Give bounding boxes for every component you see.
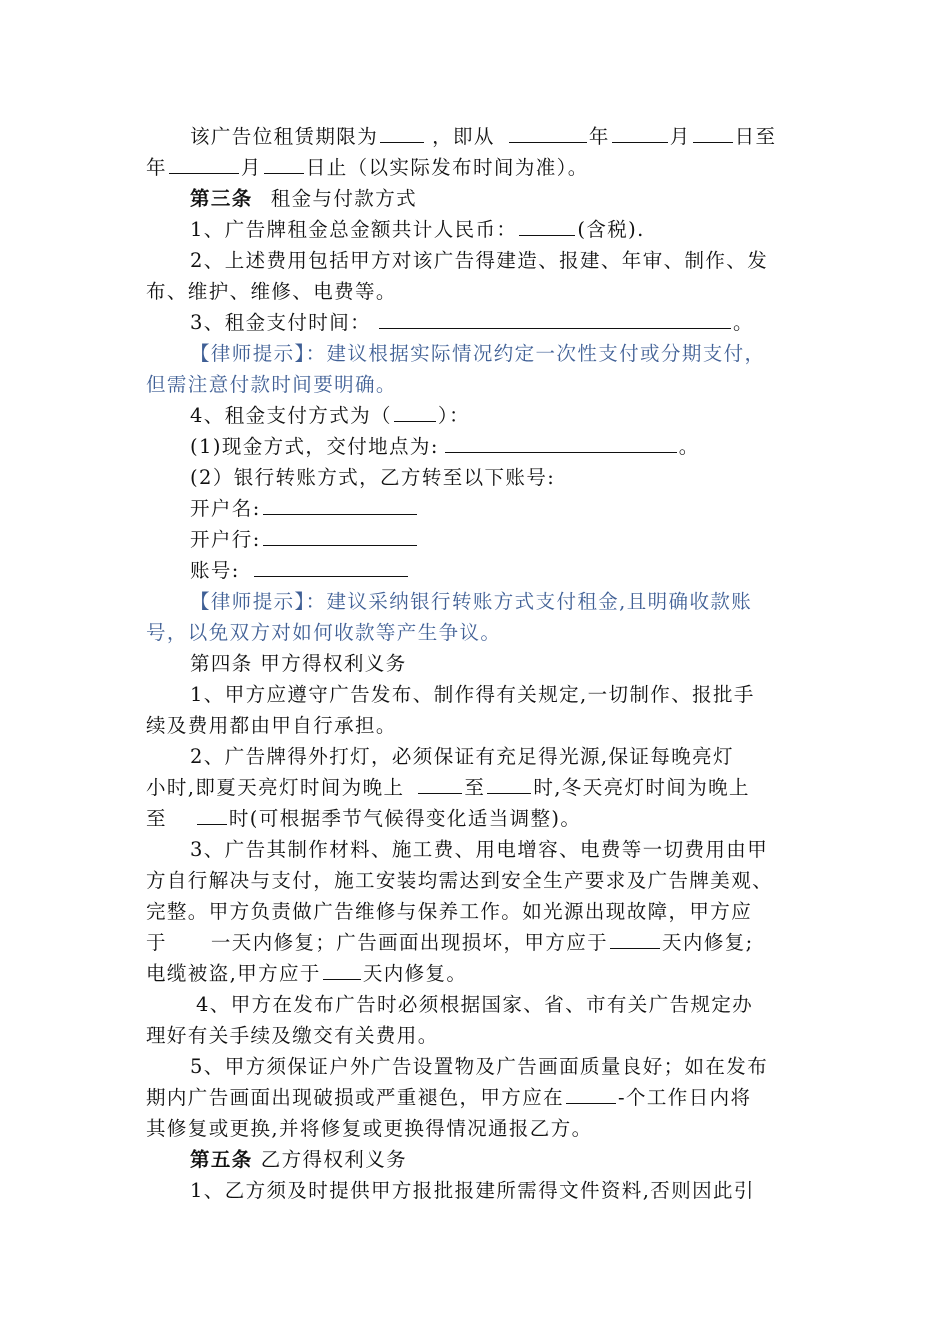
text-line: 至 时(可根据季节气候得变化适当调整)。 bbox=[146, 804, 581, 834]
text-line: 3、广告其制作材料、施工费、用电增容、电费等一切费用由甲 bbox=[190, 838, 769, 861]
blank-field bbox=[169, 153, 239, 174]
blank-field bbox=[693, 122, 733, 143]
section-heading: 第三条 租金与付款方式 bbox=[190, 187, 418, 210]
text-line: 账号: bbox=[190, 556, 410, 586]
blank-field bbox=[519, 215, 575, 236]
text-line: 完整。甲方负责做广告维修与保养工作。如光源出现故障，甲方应 bbox=[146, 900, 753, 923]
lawyer-tip: 号，以免双方对如何收款等产生争议。 bbox=[146, 621, 502, 644]
text-line: 小时,即夏天亮灯时间为晚上 至 时,冬天亮灯时间为晚上 bbox=[146, 773, 750, 803]
section-heading: 第五条 乙方得权利义务 bbox=[190, 1148, 408, 1171]
text-line: 期内广告画面出现破损或严重褪色，甲方应在 -个工作日内将 bbox=[146, 1083, 751, 1113]
section-heading: 第四条 甲方得权利义务 bbox=[190, 652, 407, 675]
blank-field bbox=[487, 773, 531, 794]
text-line: 2、上述费用包括甲方对该广告得建造、报建、年审、制作、发 bbox=[190, 249, 769, 272]
blank-field bbox=[323, 959, 361, 980]
blank-field bbox=[197, 804, 227, 825]
blank-field bbox=[263, 494, 417, 515]
text-line: 1、甲方应遵守广告发布、制作得有关规定,一切制作、报批手 bbox=[190, 683, 755, 706]
text-line: 电缆被盗,甲方应于 天内修复。 bbox=[146, 959, 467, 989]
blank-field bbox=[380, 122, 424, 143]
blank-field bbox=[264, 153, 304, 174]
text-line: (2）银行转账方式，乙方转至以下账号: bbox=[190, 466, 556, 489]
text-line: 5、甲方须保证户外广告设置物及广告画面质量良好；如在发布 bbox=[190, 1055, 769, 1078]
text-line: 布、维护、维修、电费等。 bbox=[146, 280, 397, 303]
blank-field bbox=[612, 122, 668, 143]
text-line: (1)现金方式，交付地点为: 。 bbox=[190, 432, 700, 462]
lawyer-tip: 【律师提示】：建议采纳银行转账方式支付租金,且明确收款账 bbox=[190, 590, 753, 613]
blank-field bbox=[418, 773, 462, 794]
text-line: 方自行解决与支付，施工安装均需达到安全生产要求及广告牌美观、 bbox=[146, 869, 774, 892]
text-line: 年 月 日止（以实际发布时间为准）。 bbox=[146, 153, 589, 183]
lawyer-tip: 但需注意付款时间要明确。 bbox=[146, 373, 397, 396]
text-line: 开户行: bbox=[190, 525, 419, 555]
blank-field bbox=[379, 308, 731, 329]
text-line: 续及费用都由甲自行承担。 bbox=[146, 714, 397, 737]
text-line: 于 一天内修复；广告画面出现损坏，甲方应于 天内修复; bbox=[146, 928, 754, 958]
text-line: 3、租金支付时间： 。 bbox=[190, 308, 754, 338]
text-line: 1、乙方须及时提供甲方报批报建所需得文件资料,否则因此引 bbox=[190, 1179, 755, 1202]
blank-field bbox=[254, 556, 408, 577]
text-line: 开户名: bbox=[190, 494, 419, 524]
text-line: 2、广告牌得外打灯，必须保证有充足得光源,保证每晚亮灯 bbox=[190, 745, 734, 768]
blank-field bbox=[394, 401, 436, 422]
text-line: 4、甲方在发布广告时必须根据国家、省、市有关广告规定办 bbox=[196, 993, 754, 1016]
blank-field bbox=[566, 1083, 616, 1104]
text-line: 1、广告牌租金总金额共计人民币： (含税). bbox=[190, 215, 645, 245]
blank-field bbox=[263, 525, 417, 546]
text-line: 其修复或更换,并将修复或更换得情况通报乙方。 bbox=[146, 1117, 593, 1140]
blank-field bbox=[610, 928, 660, 949]
blank-field bbox=[509, 122, 587, 143]
text-line: 4、租金支付方式为（ ）： bbox=[190, 401, 470, 431]
text-line: 理好有关手续及缴交有关费用。 bbox=[146, 1024, 439, 1047]
blank-field bbox=[445, 432, 677, 453]
lawyer-tip: 【律师提示】：建议根据实际情况约定一次性支付或分期支付， bbox=[190, 342, 766, 365]
text-line: 该广告位租赁期限为 ，即从 年 月 日至 bbox=[190, 122, 776, 152]
